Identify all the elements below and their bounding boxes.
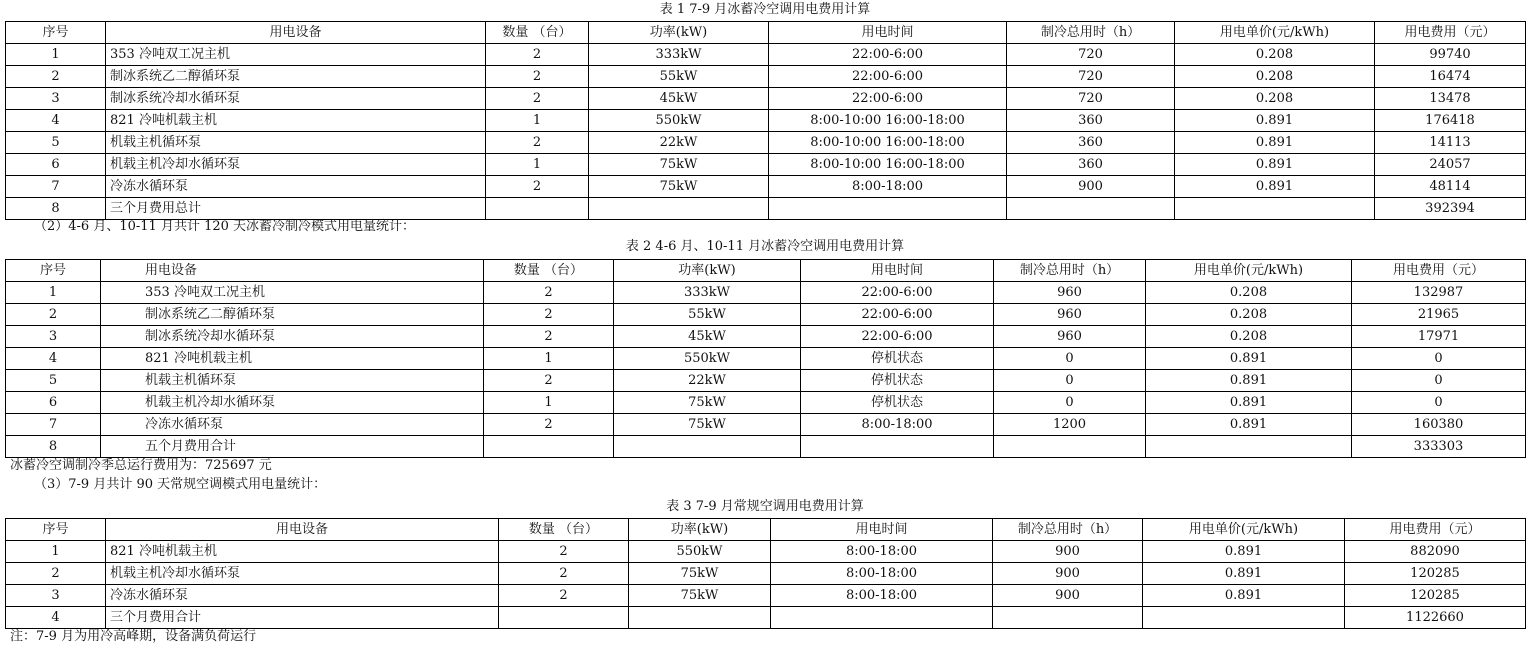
header-time: 用电时间 xyxy=(771,519,993,541)
table-header-row xyxy=(6,260,1526,282)
cell-device: 机载主机循环泵 xyxy=(106,132,486,154)
cell-hours: 900 xyxy=(993,541,1143,563)
table-total-row xyxy=(6,198,1526,220)
cell-total-value: 1122660 xyxy=(1345,607,1526,629)
cell-power: 75kW xyxy=(589,176,769,198)
header-device: 用电设备 xyxy=(101,260,484,282)
table-total-row xyxy=(6,436,1526,458)
cell-time: 8:00-18:00 xyxy=(769,176,1007,198)
cell-no: 1 xyxy=(6,541,106,563)
table-row xyxy=(6,414,1526,436)
cell-price: 0.891 xyxy=(1143,541,1345,563)
cell-hours: 0 xyxy=(994,370,1146,392)
cell-time: 22:00-6:00 xyxy=(801,304,994,326)
cell-no: 3 xyxy=(6,88,106,110)
cell-empty xyxy=(769,198,1007,220)
cell-price: 0.891 xyxy=(1175,132,1375,154)
cell-qty: 2 xyxy=(484,304,614,326)
cell-total-value: 392394 xyxy=(1375,198,1526,220)
cell-qty: 2 xyxy=(486,132,589,154)
cell-power: 22kW xyxy=(589,132,769,154)
table-row xyxy=(6,176,1526,198)
cell-cost: 176418 xyxy=(1375,110,1526,132)
table-header-row xyxy=(6,22,1526,44)
cell-qty: 2 xyxy=(486,66,589,88)
cell-empty xyxy=(771,607,993,629)
cell-no: 5 xyxy=(6,370,101,392)
cell-cost: 24057 xyxy=(1375,154,1526,176)
cell-power: 45kW xyxy=(589,88,769,110)
cell-hours: 900 xyxy=(993,585,1143,607)
cell-hours: 0 xyxy=(994,392,1146,414)
cell-power: 75kW xyxy=(629,563,771,585)
table2 xyxy=(5,259,1526,458)
cell-power: 333kW xyxy=(614,282,801,304)
cell-power: 22kW xyxy=(614,370,801,392)
cell-price: 0.208 xyxy=(1146,304,1352,326)
cell-qty: 1 xyxy=(484,348,614,370)
cell-hours: 720 xyxy=(1007,88,1175,110)
cell-hours: 360 xyxy=(1007,132,1175,154)
table-row xyxy=(6,348,1526,370)
header-qty: 数量 （台） xyxy=(499,519,629,541)
cell-price: 0.208 xyxy=(1175,88,1375,110)
cell-no: 3 xyxy=(6,326,101,348)
table-row xyxy=(6,88,1526,110)
cell-no: 4 xyxy=(6,607,106,629)
cell-no: 2 xyxy=(6,66,106,88)
table-header-row xyxy=(6,519,1526,541)
cell-qty: 2 xyxy=(484,414,614,436)
cell-power: 45kW xyxy=(614,326,801,348)
cell-time: 8:00-18:00 xyxy=(771,541,993,563)
cell-hours: 360 xyxy=(1007,154,1175,176)
cell-power: 75kW xyxy=(589,154,769,176)
cell-time: 8:00-18:00 xyxy=(771,585,993,607)
cell-power: 550kW xyxy=(589,110,769,132)
table3-caption: 表 3 7-9 月常规空调用电费用计算 xyxy=(666,499,864,514)
cell-empty xyxy=(484,436,614,458)
cell-price: 0.891 xyxy=(1146,392,1352,414)
header-power: 功率(kW) xyxy=(614,260,801,282)
cell-device: 制冰系统乙二醇循环泵 xyxy=(101,304,484,326)
cell-cost: 132987 xyxy=(1352,282,1526,304)
cell-cost: 120285 xyxy=(1345,585,1526,607)
cell-device: 821 冷吨机载主机 xyxy=(106,541,499,563)
table-row xyxy=(6,326,1526,348)
header-price: 用电单价(元/kWh) xyxy=(1175,22,1375,44)
cell-hours: 720 xyxy=(1007,44,1175,66)
header-power: 功率(kW) xyxy=(589,22,769,44)
cell-empty xyxy=(994,436,1146,458)
cell-hours: 0 xyxy=(994,348,1146,370)
table-row xyxy=(6,541,1526,563)
cell-empty xyxy=(993,607,1143,629)
cell-device: 353 冷吨双工况主机 xyxy=(101,282,484,304)
cell-hours: 900 xyxy=(1007,176,1175,198)
cell-cost: 0 xyxy=(1352,370,1526,392)
table3 xyxy=(5,518,1526,629)
cell-hours: 960 xyxy=(994,304,1146,326)
footnote: 注：7-9 月为用冷高峰期，设备满负荷运行 xyxy=(10,629,257,644)
cell-no: 1 xyxy=(6,44,106,66)
header-no: 序号 xyxy=(6,260,101,282)
cell-time: 8:00-10:00 16:00-18:00 xyxy=(769,132,1007,154)
cell-device: 机载主机冷却水循环泵 xyxy=(101,392,484,414)
cell-cost: 48114 xyxy=(1375,176,1526,198)
cell-no: 6 xyxy=(6,154,106,176)
cell-power: 75kW xyxy=(614,392,801,414)
cell-cost: 0 xyxy=(1352,392,1526,414)
cell-no: 4 xyxy=(6,348,101,370)
table-row xyxy=(6,110,1526,132)
header-cost: 用电费用（元） xyxy=(1375,22,1526,44)
cell-empty xyxy=(499,607,629,629)
header-price: 用电单价(元/kWh) xyxy=(1146,260,1352,282)
header-no: 序号 xyxy=(6,22,106,44)
cell-device: 制冰系统冷却水循环泵 xyxy=(101,326,484,348)
cell-qty: 2 xyxy=(486,176,589,198)
cell-time: 22:00-6:00 xyxy=(801,326,994,348)
table-row xyxy=(6,66,1526,88)
table-row xyxy=(6,392,1526,414)
cell-empty xyxy=(1007,198,1175,220)
cell-total-label: 三个月费用总计 xyxy=(106,198,486,220)
cell-qty: 2 xyxy=(486,44,589,66)
cell-power: 55kW xyxy=(614,304,801,326)
cell-no: 6 xyxy=(6,392,101,414)
cell-power: 75kW xyxy=(629,585,771,607)
cell-qty: 2 xyxy=(486,88,589,110)
cell-device: 机载主机冷却水循环泵 xyxy=(106,563,499,585)
table-row xyxy=(6,563,1526,585)
cell-qty: 1 xyxy=(486,154,589,176)
cell-total-value: 333303 xyxy=(1352,436,1526,458)
cell-hours: 960 xyxy=(994,282,1146,304)
cell-no: 3 xyxy=(6,585,106,607)
cell-price: 0.891 xyxy=(1175,110,1375,132)
cell-no: 4 xyxy=(6,110,106,132)
cell-time: 停机状态 xyxy=(801,348,994,370)
header-device: 用电设备 xyxy=(106,519,499,541)
header-no: 序号 xyxy=(6,519,106,541)
cell-price: 0.891 xyxy=(1143,585,1345,607)
cell-no: 8 xyxy=(6,198,106,220)
cell-cost: 99740 xyxy=(1375,44,1526,66)
cell-cost: 21965 xyxy=(1352,304,1526,326)
cell-time: 8:00-18:00 xyxy=(771,563,993,585)
cell-no: 1 xyxy=(6,282,101,304)
header-hours: 制冷总用时（h） xyxy=(1007,22,1175,44)
cell-no: 7 xyxy=(6,176,106,198)
cell-qty: 1 xyxy=(484,392,614,414)
table-row xyxy=(6,132,1526,154)
cell-qty: 2 xyxy=(484,326,614,348)
section-note: （3）7-9 月共计 90 天常规空调模式用电量统计： xyxy=(34,477,327,492)
cell-price: 0.891 xyxy=(1146,414,1352,436)
table-row xyxy=(6,44,1526,66)
table-row xyxy=(6,154,1526,176)
cell-device: 机载主机冷却水循环泵 xyxy=(106,154,486,176)
cell-power: 333kW xyxy=(589,44,769,66)
table2-caption: 表 2 4-6 月、10-11 月冰蓄冷空调用电费用计算 xyxy=(625,239,905,254)
cell-device: 制冰系统乙二醇循环泵 xyxy=(106,66,486,88)
cell-time: 停机状态 xyxy=(801,392,994,414)
cell-price: 0.208 xyxy=(1146,326,1352,348)
cell-no: 2 xyxy=(6,304,101,326)
cell-device: 机载主机循环泵 xyxy=(101,370,484,392)
cell-cost: 882090 xyxy=(1345,541,1526,563)
cell-price: 0.891 xyxy=(1175,176,1375,198)
cell-time: 22:00-6:00 xyxy=(801,282,994,304)
table1-caption: 表 1 7-9 月冰蓄冷空调用电费用计算 xyxy=(659,2,871,17)
cell-empty xyxy=(1146,436,1352,458)
cell-qty: 2 xyxy=(499,541,629,563)
table-row xyxy=(6,585,1526,607)
cell-hours: 900 xyxy=(993,563,1143,585)
cell-cost: 13478 xyxy=(1375,88,1526,110)
section-note: （2）4-6 月、10-11 月共计 120 天冰蓄冷制冷模式用电量统计： xyxy=(34,219,416,234)
cell-price: 0.891 xyxy=(1175,154,1375,176)
cell-price: 0.208 xyxy=(1175,66,1375,88)
cell-device: 冷冻水循环泵 xyxy=(106,176,486,198)
header-price: 用电单价(元/kWh) xyxy=(1143,519,1345,541)
cell-power: 550kW xyxy=(614,348,801,370)
cell-time: 8:00-18:00 xyxy=(801,414,994,436)
table-total-row xyxy=(6,607,1526,629)
cell-hours: 360 xyxy=(1007,110,1175,132)
cell-empty xyxy=(801,436,994,458)
header-cost: 用电费用（元） xyxy=(1352,260,1526,282)
cell-time: 22:00-6:00 xyxy=(769,66,1007,88)
cell-time: 22:00-6:00 xyxy=(769,88,1007,110)
cell-qty: 2 xyxy=(499,585,629,607)
cell-empty xyxy=(629,607,771,629)
header-hours: 制冷总用时（h） xyxy=(994,260,1146,282)
cell-device: 353 冷吨双工况主机 xyxy=(106,44,486,66)
cell-hours: 960 xyxy=(994,326,1146,348)
cell-time: 停机状态 xyxy=(801,370,994,392)
cell-total-label: 五个月费用合计 xyxy=(101,436,484,458)
cell-qty: 1 xyxy=(486,110,589,132)
cell-empty xyxy=(1143,607,1345,629)
header-power: 功率(kW) xyxy=(629,519,771,541)
cell-qty: 2 xyxy=(484,282,614,304)
cell-time: 22:00-6:00 xyxy=(769,44,1007,66)
cell-empty xyxy=(486,198,589,220)
cell-empty xyxy=(1175,198,1375,220)
header-device: 用电设备 xyxy=(106,22,486,44)
header-time: 用电时间 xyxy=(769,22,1007,44)
cell-device: 制冰系统冷却水循环泵 xyxy=(106,88,486,110)
cell-cost: 160380 xyxy=(1352,414,1526,436)
header-cost: 用电费用（元） xyxy=(1345,519,1526,541)
summary-note: 冰蓄冷空调制冷季总运行费用为：725697 元 xyxy=(10,458,272,473)
header-qty: 数量 （台） xyxy=(486,22,589,44)
cell-device: 冷冻水循环泵 xyxy=(101,414,484,436)
cell-time: 8:00-10:00 16:00-18:00 xyxy=(769,154,1007,176)
cell-price: 0.208 xyxy=(1175,44,1375,66)
cell-cost: 14113 xyxy=(1375,132,1526,154)
cell-price: 0.208 xyxy=(1146,282,1352,304)
cell-hours: 720 xyxy=(1007,66,1175,88)
cell-empty xyxy=(589,198,769,220)
cell-total-label: 三个月费用合计 xyxy=(106,607,499,629)
table1 xyxy=(5,21,1526,220)
table-row xyxy=(6,282,1526,304)
cell-cost: 120285 xyxy=(1345,563,1526,585)
header-hours: 制冷总用时（h） xyxy=(993,519,1143,541)
cell-no: 7 xyxy=(6,414,101,436)
table-row xyxy=(6,304,1526,326)
cell-qty: 2 xyxy=(484,370,614,392)
cell-time: 8:00-10:00 16:00-18:00 xyxy=(769,110,1007,132)
cell-power: 55kW xyxy=(589,66,769,88)
cell-cost: 17971 xyxy=(1352,326,1526,348)
cell-device: 821 冷吨机载主机 xyxy=(101,348,484,370)
cell-price: 0.891 xyxy=(1143,563,1345,585)
cell-device: 冷冻水循环泵 xyxy=(106,585,499,607)
cell-price: 0.891 xyxy=(1146,348,1352,370)
cell-no: 8 xyxy=(6,436,101,458)
cell-price: 0.891 xyxy=(1146,370,1352,392)
cell-hours: 1200 xyxy=(994,414,1146,436)
cell-qty: 2 xyxy=(499,563,629,585)
cell-power: 75kW xyxy=(614,414,801,436)
table-row xyxy=(6,370,1526,392)
cell-power: 550kW xyxy=(629,541,771,563)
cell-no: 2 xyxy=(6,563,106,585)
cell-cost: 16474 xyxy=(1375,66,1526,88)
header-qty: 数量 （台） xyxy=(484,260,614,282)
cell-empty xyxy=(614,436,801,458)
cell-device: 821 冷吨机载主机 xyxy=(106,110,486,132)
cell-no: 5 xyxy=(6,132,106,154)
header-time: 用电时间 xyxy=(801,260,994,282)
cell-cost: 0 xyxy=(1352,348,1526,370)
